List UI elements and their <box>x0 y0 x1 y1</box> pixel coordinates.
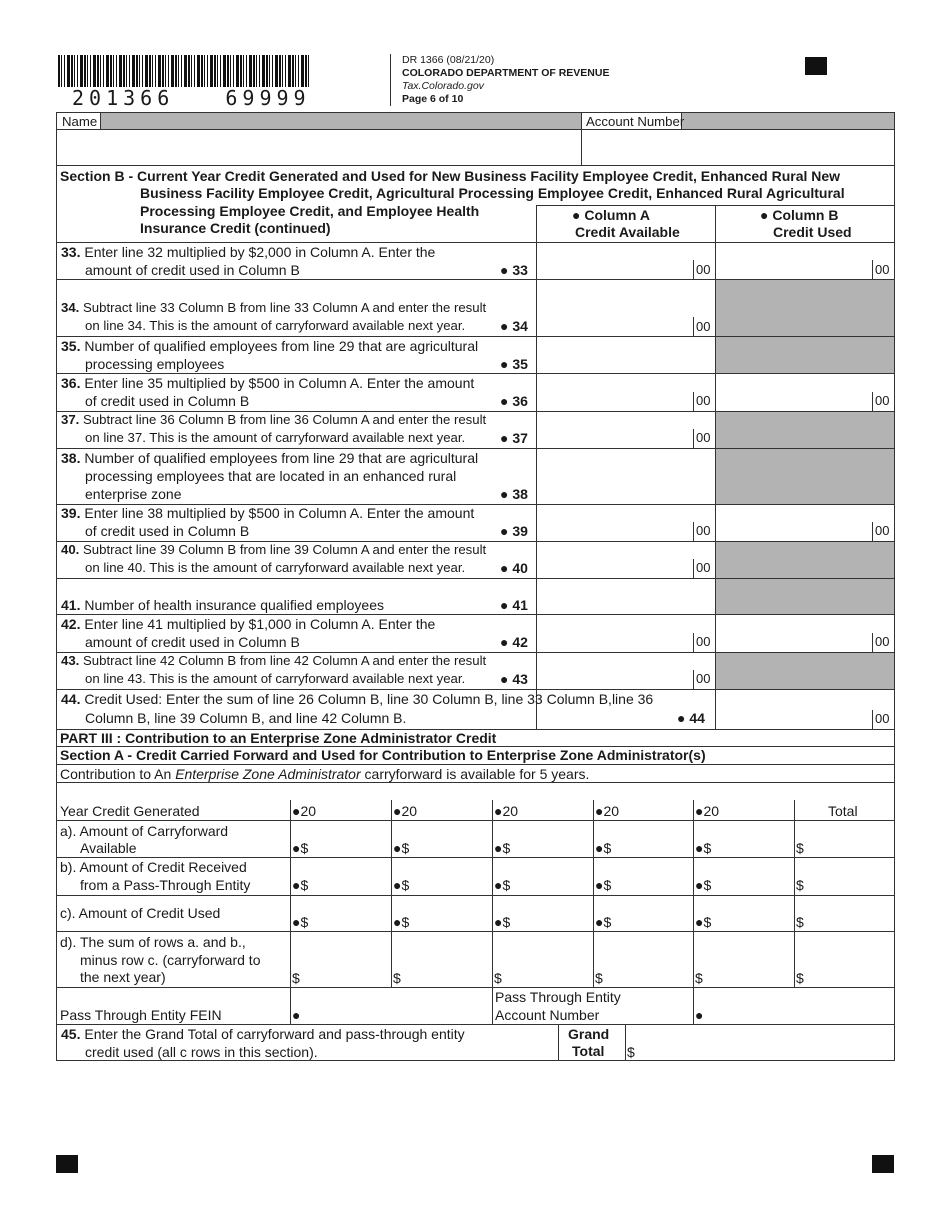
pass-through-account-label-2: Account Number <box>495 1007 600 1023</box>
line-39-label: 39. Enter line 38 multiplied by $500 in Column A. Enter the amount <box>61 505 475 521</box>
line-36-label: 36. Enter line 35 multiplied by $500 in Column A. Enter the amount <box>61 375 475 391</box>
line-36-column-a-cents: 00 <box>696 393 711 408</box>
page-number: Page 6 of 10 <box>402 93 464 105</box>
row-c-total-input[interactable]: $ <box>796 914 804 930</box>
line-33-label: 33. Enter line 32 multiplied by $2,000 in Column A. Enter the <box>61 244 436 260</box>
name-input[interactable] <box>101 113 581 129</box>
line-38-label: 38. Number of qualified employees from line 29 that are agricultural <box>61 450 479 466</box>
section-b-title-1: Section B - Current Year Credit Generated and Used for New Business Facility Employee Credit, Enhanced Rural New <box>60 168 841 184</box>
line-44-column-b-input[interactable] <box>716 690 872 729</box>
row-b-year-5-input[interactable]: ●$ <box>695 877 712 893</box>
line-39-column-b-cents: 00 <box>875 523 890 538</box>
row-d-label-3: the next year) <box>80 969 166 985</box>
registration-mark-bottom-left <box>56 1155 78 1173</box>
line-41-label: 41. Number of health insurance qualified employees <box>61 597 384 613</box>
pass-through-fein-input[interactable]: ● <box>292 1007 301 1023</box>
line-39-column-a-cents: 00 <box>696 523 711 538</box>
line-42-column-a-input[interactable] <box>537 615 693 652</box>
line-44-column-b-cents: 00 <box>875 711 890 726</box>
column-a-title: Column A <box>584 207 650 223</box>
line-33-column-b-input[interactable] <box>716 243 872 279</box>
line-39-label-2: of credit used in Column B <box>85 523 250 539</box>
year-3-field[interactable]: ●20 <box>494 803 519 819</box>
line-40-tag: ● 40 <box>500 560 528 576</box>
line-43-label: 43. Subtract line 42 Column B from line 42 Column A and enter the result <box>61 653 487 668</box>
line-42-label: 42. Enter line 41 multiplied by $1,000 in Column A. Enter the <box>61 616 436 632</box>
line-36-tag: ● 36 <box>500 393 528 409</box>
line-33-column-a-cents: 00 <box>696 262 711 277</box>
line-44-tag: ● 44 <box>677 710 705 726</box>
line-38-label-2: processing employees that are located in an enhanced rural <box>85 468 457 484</box>
grand-total-input[interactable]: $ <box>627 1044 635 1060</box>
row-b-year-4-input[interactable]: ●$ <box>595 877 612 893</box>
line-43-column-a-cents: 00 <box>696 671 711 686</box>
line-42-tag: ● 42 <box>500 634 528 650</box>
row-a-label-2: Available <box>80 840 137 856</box>
line-40-label-2: on line 40. This is the amount of carryforward available next year. <box>85 560 466 575</box>
line-37-label: 37. Subtract line 36 Column B from line 36 Column A and enter the result <box>61 412 487 427</box>
column-b-header: ● Column B <box>760 207 839 223</box>
year-2-field[interactable]: ●20 <box>393 803 418 819</box>
name-label: Name <box>62 114 98 129</box>
row-b-label: b). Amount of Credit Received <box>60 859 247 875</box>
line-35-column-a-input[interactable] <box>537 337 715 373</box>
line-34-column-a-cents: 00 <box>696 319 711 334</box>
row-d-year-5-input[interactable]: $ <box>695 970 703 986</box>
line-42-label-2: amount of credit used in Column B <box>85 634 300 650</box>
barcode-number: 201366 69999 <box>72 86 311 110</box>
line-33-label-2: amount of credit used in Column B <box>85 262 300 278</box>
row-c-year-1-input[interactable]: ●$ <box>292 914 309 930</box>
grand-total-label-2: Total <box>572 1043 605 1059</box>
year-credit-generated-label: Year Credit Generated <box>60 803 200 819</box>
line-38-column-a-input[interactable] <box>537 449 715 504</box>
row-d-year-4-input[interactable]: $ <box>595 970 603 986</box>
row-c-label: c). Amount of Credit Used <box>60 905 221 921</box>
line-36-column-b-input[interactable] <box>716 374 872 411</box>
row-a-year-4-input[interactable]: ●$ <box>595 840 612 856</box>
line-40-column-a-cents: 00 <box>696 560 711 575</box>
line-39-tag: ● 39 <box>500 523 528 539</box>
row-a-year-3-input[interactable]: ●$ <box>494 840 511 856</box>
line-34-label-2: on line 34. This is the amount of carryforward available next year. <box>85 318 466 333</box>
year-4-field[interactable]: ●20 <box>595 803 620 819</box>
column-a-subtitle: Credit Available <box>575 224 680 240</box>
part-3-title: PART III : Contribution to an Enterprise Zone Administrator Credit <box>60 730 497 746</box>
line-43-tag: ● 43 <box>500 671 528 687</box>
line-43-column-a-input[interactable] <box>537 653 693 689</box>
row-a-total-input[interactable]: $ <box>796 840 804 856</box>
line-42-column-b-cents: 00 <box>875 634 890 649</box>
row-d-year-2-input[interactable]: $ <box>393 970 401 986</box>
line-36-column-a-input[interactable] <box>537 374 693 411</box>
line-37-tag: ● 37 <box>500 430 528 446</box>
line-37-column-a-cents: 00 <box>696 430 711 445</box>
total-column-label: Total <box>828 803 858 819</box>
row-d-label: d). The sum of rows a. and b., <box>60 934 246 950</box>
row-b-year-1-input[interactable]: ●$ <box>292 877 309 893</box>
line-42-column-a-cents: 00 <box>696 634 711 649</box>
section-b-title-2: Business Facility Employee Credit, Agricultural Processing Employee Credit, Enhanced Rural Agricultural <box>140 185 845 201</box>
website: Tax.Colorado.gov <box>402 80 484 92</box>
row-b-total-input[interactable]: $ <box>796 877 804 893</box>
column-b-title: Column B <box>772 207 839 223</box>
row-d-label-2: minus row c. (carryforward to <box>80 952 261 968</box>
row-b-label-2: from a Pass-Through Entity <box>80 877 251 893</box>
line-43-label-2: on line 43. This is the amount of carryforward available next year. <box>85 671 466 686</box>
line-44-label-2: Column B, line 39 Column B, and line 42 Column B. <box>85 710 407 726</box>
line-38-label-3: enterprise zone <box>85 486 182 502</box>
section-b-title-4: Insurance Credit (continued) <box>140 220 331 236</box>
line-45-label-2: credit used (all c rows in this section). <box>85 1044 318 1060</box>
column-b-subtitle: Credit Used <box>773 224 852 240</box>
line-40-label: 40. Subtract line 39 Column B from line 39 Column A and enter the result <box>61 542 487 557</box>
line-40-column-a-input[interactable] <box>537 542 693 578</box>
line-33-tag: ● 33 <box>500 262 528 278</box>
line-35-tag: ● 35 <box>500 356 528 372</box>
department-name: COLORADO DEPARTMENT OF REVENUE <box>402 67 610 79</box>
pass-through-account-label: Pass Through Entity <box>495 989 621 1005</box>
row-a-year-1-input[interactable]: ●$ <box>292 840 309 856</box>
line-38-tag: ● 38 <box>500 486 528 502</box>
line-33-column-b-cents: 00 <box>875 262 890 277</box>
line-41-tag: ● 41 <box>500 597 528 613</box>
grand-total-label: Grand <box>568 1026 610 1042</box>
line-33-column-a-input[interactable] <box>537 243 693 279</box>
line-39-column-b-input[interactable] <box>716 505 872 541</box>
account-number-input[interactable] <box>682 113 894 129</box>
row-d-year-1-input[interactable]: $ <box>292 970 300 986</box>
row-b-year-2-input[interactable]: ●$ <box>393 877 410 893</box>
account-number-label: Account Number <box>586 114 685 129</box>
row-d-year-3-input[interactable]: $ <box>494 970 502 986</box>
form-id: DR 1366 (08/21/20) <box>402 54 495 66</box>
year-5-field[interactable]: ●20 <box>695 803 720 819</box>
column-a-header: ● Column A <box>572 207 650 223</box>
line-39-column-a-input[interactable] <box>537 505 693 541</box>
line-41-column-a-input[interactable] <box>537 579 715 614</box>
line-36-column-b-cents: 00 <box>875 393 890 408</box>
row-c-year-5-input[interactable]: ●$ <box>695 914 712 930</box>
year-1-field[interactable]: ●20 <box>292 803 317 819</box>
pass-through-account-input[interactable]: ● <box>695 1007 704 1023</box>
line-34-label: 34. Subtract line 33 Column B from line 33 Column A and enter the result <box>61 300 487 315</box>
line-36-label-2: of credit used in Column B <box>85 393 250 409</box>
section-b-title-3: Processing Employee Credit, and Employee Health <box>140 203 480 219</box>
line-34-tag: ● 34 <box>500 318 528 334</box>
row-a-label: a). Amount of Carryforward <box>60 823 229 839</box>
section-a-title: Section A - Credit Carried Forward and Used for Contribution to Enterprise Zone Administrator(s) <box>60 747 706 763</box>
row-a-year-2-input[interactable]: ●$ <box>393 840 410 856</box>
line-42-column-b-input[interactable] <box>716 615 872 652</box>
row-c-year-4-input[interactable]: ●$ <box>595 914 612 930</box>
row-a-year-5-input[interactable]: ●$ <box>695 840 712 856</box>
line-34-column-a-input[interactable] <box>537 280 693 336</box>
line-35-label-2: processing employees <box>85 356 225 372</box>
line-37-label-2: on line 37. This is the amount of carryforward available next year. <box>85 430 466 445</box>
line-37-column-a-input[interactable] <box>537 412 693 448</box>
registration-mark-bottom-right <box>872 1155 894 1173</box>
pass-through-fein-label: Pass Through Entity FEIN <box>60 1007 222 1023</box>
row-c-year-3-input[interactable]: ●$ <box>494 914 511 930</box>
row-c-year-2-input[interactable]: ●$ <box>393 914 410 930</box>
line-35-label: 35. Number of qualified employees from line 29 that are agricultural <box>61 338 479 354</box>
carryforward-note: Contribution to An Enterprise Zone Administrator carryforward is available for 5 years. <box>60 766 590 782</box>
row-d-total-input[interactable]: $ <box>796 970 804 986</box>
line-44-label: 44. Credit Used: Enter the sum of line 26 Column B, line 30 Column B, line 33 Column B,line 36 <box>61 691 654 707</box>
line-45-label: 45. Enter the Grand Total of carryforward and pass-through entity <box>61 1026 465 1042</box>
row-b-year-3-input[interactable]: ●$ <box>494 877 511 893</box>
